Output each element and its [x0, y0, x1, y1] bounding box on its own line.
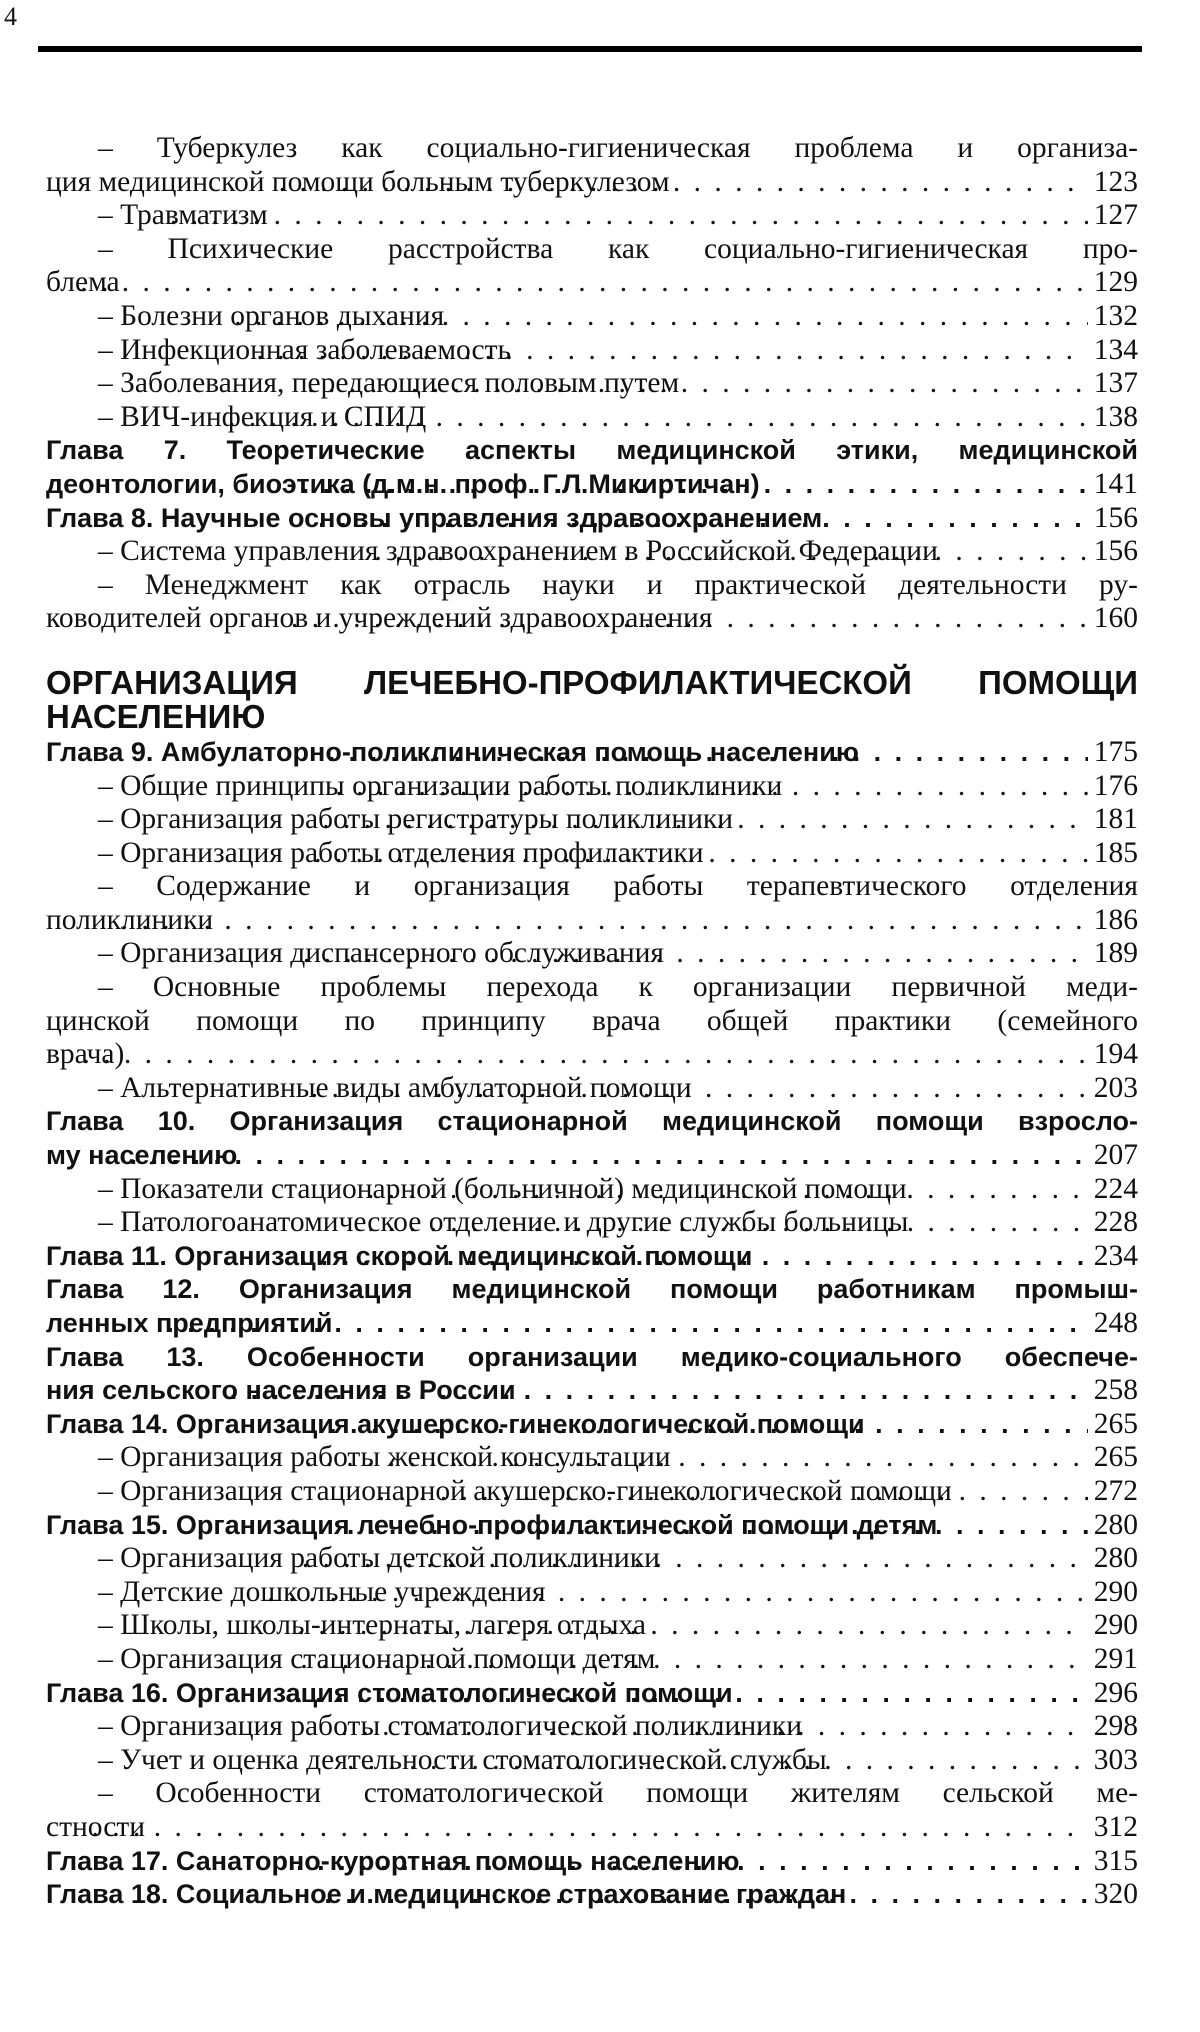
toc-entry-text: деонтологии, биоэтика (д.м.н. проф. Г.Л.Микиртичан) — [46, 468, 760, 499]
dot-leader — [307, 367, 1088, 401]
toc-subentry — [46, 837, 1138, 871]
dot-leader — [347, 1509, 1088, 1543]
toc-entry-last-line — [46, 468, 1138, 502]
toc-entry-text: блема — [46, 266, 120, 299]
toc-page-number: 320 — [1093, 1878, 1138, 1911]
toc-subentry — [46, 132, 1138, 199]
toc-entry-line — [46, 334, 1138, 368]
toc-entry-line — [46, 367, 1138, 401]
toc-entry-line — [46, 1643, 1138, 1677]
toc-block-1 — [46, 132, 1138, 636]
toc-subentry — [46, 1173, 1138, 1207]
toc-entry-line — [46, 1240, 1138, 1274]
dot-leader — [303, 937, 1088, 971]
toc-chapter-entry — [46, 1273, 1138, 1340]
dot-leader — [311, 1072, 1088, 1106]
toc-entry-last-line — [46, 1307, 1138, 1341]
dot-leader — [256, 334, 1087, 368]
toc-page-number: 315 — [1093, 1844, 1138, 1877]
toc-entry-text: Глава 11. Организация скорой медицинской помощи — [46, 1240, 753, 1271]
toc-entry-text: Глава 16. Организация стоматологической помощи — [46, 1677, 733, 1708]
toc-entry-text: – Школы, школы-интернаты, лагеря отдыха — [98, 1609, 646, 1642]
toc-entry-text: – Организация диспансерного обслуживания — [98, 937, 664, 970]
toc-entry-text: – Организация работы отделения профилактики — [98, 836, 704, 869]
section-heading — [46, 663, 1138, 735]
toc-page-number: 290 — [1093, 1575, 1138, 1608]
toc-chapter-entry — [46, 434, 1138, 501]
section-heading-line-2: НАСЕЛЕНИЮ — [46, 697, 266, 735]
toc-page-number: 181 — [1093, 803, 1138, 836]
toc-subentry — [46, 770, 1138, 804]
toc-subentry — [46, 870, 1138, 937]
toc-page-number: 123 — [1093, 165, 1138, 198]
dot-leader — [300, 1240, 1088, 1274]
dot-leader — [298, 1609, 1088, 1643]
dot-leader — [80, 266, 1088, 300]
dot-leader — [230, 1374, 1088, 1408]
toc-page-number: 176 — [1093, 769, 1138, 802]
dot-leader — [228, 401, 1088, 435]
toc-page-number: 272 — [1093, 1474, 1138, 1507]
toc-entry-line: – Основные проблемы перехода к организации первичной меди- — [98, 971, 1138, 1004]
toc-entry-text: Глава 18. Социальное и медицинское страхование граждан — [46, 1879, 847, 1910]
toc-page-number: 141 — [1093, 467, 1138, 500]
toc-entry-line — [46, 1475, 1138, 1509]
dot-leader — [267, 1576, 1087, 1610]
toc-page-number: 156 — [1093, 501, 1138, 534]
toc-page-number: 185 — [1093, 836, 1138, 869]
toc-page-number: 138 — [1093, 400, 1138, 433]
dot-leader — [324, 1878, 1087, 1912]
toc-page-number: 127 — [1093, 199, 1138, 232]
toc-entry-line — [46, 1609, 1138, 1643]
toc-subentry — [46, 1744, 1138, 1778]
toc-entry-line: Глава 7. Теоретические аспекты медицинской этики, медицинской — [46, 435, 1138, 466]
toc-entry-text: – Травматизм — [98, 199, 268, 232]
toc-page-number: 265 — [1093, 1407, 1138, 1440]
toc-subentry — [46, 334, 1138, 368]
toc-page-number: 189 — [1093, 937, 1138, 970]
toc-entry-line — [46, 1509, 1138, 1543]
toc-page-number: 207 — [1093, 1139, 1138, 1172]
dot-leader — [121, 904, 1088, 938]
toc-page-number: 296 — [1093, 1676, 1138, 1709]
toc-entry-text: – Общие принципы организации работы поликлиники — [98, 769, 783, 802]
toc-subentry — [46, 535, 1138, 569]
toc-entry-text: Глава 15. Организация лечебно-профилактической помощи детям — [46, 1509, 938, 1540]
toc-subentry — [46, 1576, 1138, 1610]
toc-chapter-entry — [46, 1677, 1138, 1711]
dot-leader — [92, 1811, 1088, 1845]
header-rule — [38, 46, 1142, 52]
dot-leader — [314, 837, 1088, 871]
toc-entry-line — [46, 535, 1138, 569]
toc-entry-text: – Организация работы детской поликлиники — [98, 1542, 660, 1575]
toc-entry-line: – Психические расстройства как социально-гигиеническая про- — [98, 232, 1138, 265]
toc-entry-line — [46, 937, 1138, 971]
toc-page-number: 265 — [1093, 1441, 1138, 1474]
toc-page-number: 160 — [1093, 602, 1138, 635]
dot-leader — [329, 1408, 1088, 1442]
toc-page-number: 312 — [1093, 1810, 1138, 1843]
toc-subentry — [46, 233, 1138, 300]
toc-page-number: 186 — [1093, 903, 1138, 936]
dot-leader — [374, 535, 1087, 569]
dot-leader — [302, 468, 1088, 502]
dot-leader — [367, 1173, 1088, 1207]
toc-chapter-entry — [46, 1408, 1138, 1442]
dot-leader — [302, 1542, 1088, 1576]
dot-leader — [341, 1710, 1088, 1744]
dot-leader — [279, 166, 1088, 200]
toc-entry-text: Глава 9. Амбулаторно-поликлиническая помощь населению — [46, 736, 859, 767]
toc-entry-text: ленных предприятий — [46, 1308, 333, 1338]
toc-page-number: 132 — [1093, 299, 1138, 332]
toc-entry-text: – Учет и оценка деятельности стоматологической службы — [98, 1743, 827, 1776]
toc-chapter-entry — [46, 1341, 1138, 1408]
toc-block-2 — [46, 736, 1138, 1912]
toc-entry-text: ководителей органов и учреждений здравоохранения — [46, 602, 713, 635]
toc-entry-text: поликлиники — [46, 903, 214, 936]
dot-leader — [294, 1677, 1088, 1711]
toc-entry-text: – Организация работы женской консультации — [98, 1441, 671, 1474]
toc-entry-line — [46, 1744, 1138, 1778]
toc-subentry — [46, 1072, 1138, 1106]
toc-subentry — [46, 1475, 1138, 1509]
toc-entry-line — [46, 1542, 1138, 1576]
toc-entry-line: Глава 13. Особенности организации медико-социального обеспече- — [46, 1341, 1138, 1372]
toc-subentry — [46, 1609, 1138, 1643]
toc-entry-last-line — [46, 1811, 1138, 1845]
dot-leader — [335, 770, 1087, 804]
toc-page-number: 303 — [1093, 1743, 1138, 1776]
toc-subentry — [46, 300, 1138, 334]
dot-leader — [170, 199, 1088, 233]
toc-entry-text: – Болезни органов дыхания — [98, 299, 445, 332]
toc-entry-text: ция медицинской помощи больным туберкулезом — [46, 165, 670, 198]
dot-leader — [328, 736, 1088, 770]
toc-entry-line — [46, 1878, 1138, 1912]
toc-entry-text: врача) — [46, 1038, 125, 1071]
toc-chapter-entry — [46, 1105, 1138, 1172]
toc-subentry — [46, 1710, 1138, 1744]
toc-entry-line — [46, 1441, 1138, 1475]
toc-subentry — [46, 1777, 1138, 1844]
toc-chapter-entry — [46, 502, 1138, 536]
toc-entry-text: – Показатели стационарной (больничной) медицинской помощи — [98, 1172, 907, 1205]
dot-leader — [367, 1206, 1088, 1240]
toc-entry-text: му населению — [46, 1140, 238, 1171]
toc-subentry — [46, 569, 1138, 636]
toc-subentry — [46, 1542, 1138, 1576]
toc-entry-line — [46, 1206, 1138, 1240]
toc-entry-line — [46, 401, 1138, 435]
dot-leader — [234, 300, 1088, 334]
toc-entry-line — [46, 770, 1138, 804]
toc-entry-last-line — [46, 1139, 1138, 1173]
toc-entry-last-line — [46, 1374, 1138, 1408]
toc-subentry — [46, 803, 1138, 837]
toc-subentry — [46, 937, 1138, 971]
toc-entry-line — [46, 837, 1138, 871]
toc-entry-line — [46, 803, 1138, 837]
toc-page-number: 291 — [1093, 1642, 1138, 1675]
toc-entry-text: Глава 14. Организация акушерско-гинекологической помощи — [46, 1408, 865, 1439]
toc-entry-line: Глава 12. Организация медицинской помощи работникам промыш- — [46, 1274, 1138, 1305]
dot-leader — [322, 803, 1088, 837]
toc-entry-text: – Патологоанатомическое отделение и другие службы больницы — [98, 1206, 909, 1239]
toc-chapter-entry — [46, 736, 1138, 770]
dot-leader — [378, 1475, 1088, 1509]
toc-entry-line — [46, 300, 1138, 334]
toc-entry-text: – Инфекционная заболеваемость — [98, 333, 511, 366]
toc-subentry — [46, 1206, 1138, 1240]
toc-page-number: 280 — [1093, 1542, 1138, 1575]
toc-entry-line — [46, 199, 1138, 233]
toc-chapter-entry — [46, 1240, 1138, 1274]
toc-entry-line — [46, 1173, 1138, 1207]
toc-entry-line: цинской помощи по принципу врача общей практики (семейного — [46, 1004, 1138, 1037]
toc-subentry — [46, 1643, 1138, 1677]
toc-page-number: 258 — [1093, 1374, 1138, 1407]
toc-entry-text: Глава 8. Научные основы управления здравоохранением — [46, 502, 823, 533]
dot-leader — [305, 1441, 1088, 1475]
toc-entry-text: – Организация работы стоматологической поликлиники — [98, 1710, 803, 1743]
toc-entry-line: – Содержание и организация работы терапевтического отделения — [98, 870, 1138, 903]
toc-entry-line — [46, 502, 1138, 536]
toc-chapter-entry — [46, 1845, 1138, 1879]
toc-entry-text: – Организация стационарной акушерско-гинекологической помощи — [98, 1474, 952, 1507]
toc-page-number: 280 — [1093, 1508, 1138, 1541]
toc-entry-line — [46, 1845, 1138, 1879]
toc-page-number: 129 — [1093, 266, 1138, 299]
toc-entry-line — [46, 1710, 1138, 1744]
toc-entry-line — [46, 1072, 1138, 1106]
toc-page-number: 224 — [1093, 1172, 1138, 1205]
toc-page-number: 248 — [1093, 1307, 1138, 1339]
page-number: 4 — [4, 2, 17, 31]
toc-subentry — [46, 971, 1138, 1072]
dot-leader — [300, 1643, 1087, 1677]
toc-entry-text: – Организация работы регистратуры поликлиники — [98, 803, 734, 836]
toc-entry-text: стности — [46, 1810, 146, 1843]
dot-leader — [296, 1845, 1088, 1879]
toc-entry-last-line — [46, 602, 1138, 636]
toc-entry-last-line — [46, 266, 1138, 300]
toc-page-number: 290 — [1093, 1609, 1138, 1642]
toc-entry-text: – ВИЧ-инфекция и СПИД — [98, 400, 427, 433]
toc-entry-last-line — [46, 166, 1138, 200]
toc-chapter-entry — [46, 1878, 1138, 1912]
toc-entry-last-line — [46, 1038, 1138, 1072]
toc-page-number: 134 — [1093, 333, 1138, 366]
toc-subentry — [46, 367, 1138, 401]
toc-entry-line — [46, 1408, 1138, 1442]
toc-entry-line — [46, 736, 1138, 770]
toc-subentry — [46, 401, 1138, 435]
toc-entry-line — [46, 1576, 1138, 1610]
toc-entry-line: Глава 10. Организация стационарной медицинской помощи взросло- — [46, 1106, 1138, 1137]
toc-page-number: 228 — [1093, 1206, 1138, 1239]
dot-leader — [347, 1744, 1088, 1778]
toc-entry-line: – Особенности стоматологической помощи жителям сельской ме- — [98, 1777, 1138, 1810]
dot-leader — [82, 1038, 1087, 1072]
dot-leader — [130, 1139, 1088, 1173]
toc-page-number: 234 — [1093, 1239, 1138, 1272]
toc-entry-last-line — [46, 904, 1138, 938]
toc-page-number: 203 — [1093, 1071, 1138, 1104]
toc-page-number: 156 — [1093, 535, 1138, 568]
toc-subentry — [46, 199, 1138, 233]
toc-entry-text: – Организация стационарной помощи детям — [98, 1642, 656, 1675]
toc-page-number: 194 — [1093, 1038, 1138, 1071]
dot-leader — [166, 1307, 1087, 1341]
toc-entry-text: ния сельского населения в России — [46, 1375, 516, 1406]
toc-entry-line: – Менеджмент как отрасль науки и практической деятельности ру- — [98, 568, 1138, 601]
toc-chapter-entry — [46, 1509, 1138, 1543]
toc-page-number: 175 — [1093, 735, 1138, 768]
section-heading-line-1: ОРГАНИЗАЦИЯ ЛЕЧЕБНО-ПРОФИЛАКТИЧЕСКОЙ ПОМОЩИ — [46, 663, 1138, 701]
toc-entry-line: – Туберкулез как социально-гигиеническая проблема и организа- — [98, 132, 1138, 164]
toc-entry-text: – Альтернативные виды амбулаторной помощи — [98, 1071, 692, 1104]
table-of-contents — [46, 132, 1138, 1912]
toc-page-number: 137 — [1093, 367, 1138, 400]
toc-entry-text: – Детские дошкольные учреждения — [98, 1575, 546, 1608]
toc-entry-text: – Система управления здравоохранением в Российской Федерации — [98, 535, 938, 568]
dot-leader — [318, 502, 1088, 536]
toc-entry-line — [46, 1677, 1138, 1711]
toc-entry-text: – Заболевания, передающиеся половым путем — [98, 367, 680, 400]
dot-leader — [291, 602, 1088, 636]
toc-entry-text: Глава 17. Санаторно-курортная помощь населению — [46, 1845, 740, 1876]
toc-subentry — [46, 1441, 1138, 1475]
toc-page-number: 298 — [1093, 1710, 1138, 1743]
